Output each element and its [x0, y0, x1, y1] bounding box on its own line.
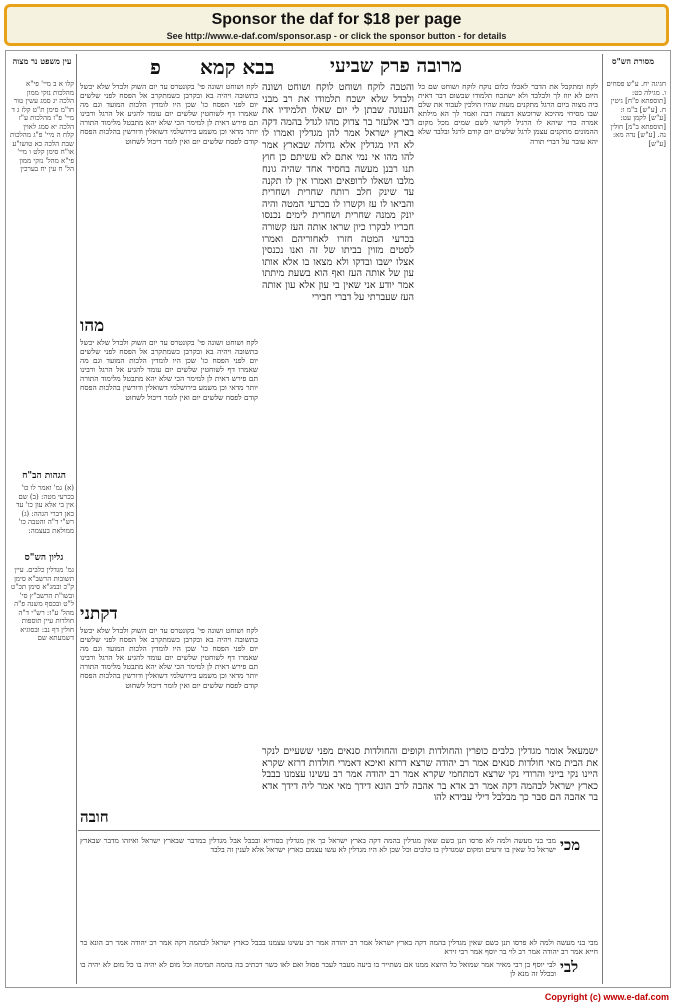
copyright-text[interactable]: Copyright (c) www.e-daf.com: [544, 992, 669, 1002]
tosafot-text-low: לקח ושוחט ושונה פי' בקונטרס עד יום השוק ולבדל שלא יכשל בתשובה ויהיה בא ובקרבן כשמתקרב אל הפסח לפני שלשים יום לפני הפסח כו' שכן היו לומדין הלכות המועד וגם מה שאמרו דף לשוחטין שלשים יום עומד להגיע אל הרגל ורבינו תם פירש דאית לן למימר הכי שלא יהא מתבטל מלימוד התורה יותר מדאי וכן משמע בירושלמי דשואלין ודורשין בהלכות הפסח קודם לפסח שלשים יום ואין לומר דיכול לשחוט: [80, 626, 258, 690]
gemara-top: והטבה לוקח ושוחט לוקח ושוחט ושונה ולבדל שלא ישכח תלמודו את רב מבני הענונה שבתן לי יום שאלו תלמידיו את רבי אלעזר בר צדוק מהו לגדל בהמה דקה בארץ ישראל אמר להן מגדלין ואמרו לו לא היו מגדלין אלא גדולה שבארץ אמר להו מהו אי נמי אתם לא עשיתם כן חוץ: [262, 82, 414, 162]
levi-line: לבי יוסף בן רבי מאיר אמר שמואל כל היוצא ממנו אם נשתייר בו ביעה מעבר לעבר פסול ואם לאו כשר דכתיב בה בהמה תמימה וכל מום לא יהיה בו כל מום לא יהיה בו ובכלל זה מנא לן: [80, 960, 556, 979]
dibbur-mai: מכי: [560, 836, 581, 854]
hagahot-text: (א) גמ' ואמר לו כו' בכרעי מטה: (ב) שם אין בי אלא עון כו' עד כאן דברי הגהה: (ג) רש"י ד"ה והטבה כו' ממולאת בעצמה:: [16, 484, 74, 535]
ein-mishpat-text: קלו א ב מיי' פי"א מהלכות נזקי ממון הלכה יג סמג עשין טור חו"מ סימן ת"ט קלז ג ד מיי' פ"ו מהלכות ע"ז הלכה יא סמג לאוין קלח ה מיי' פ"ג מהלכות שבת הלכה כא טושו"ע או"ח סימן קלט ו מיי' פי"א מהל' נזקי ממון הל' ח עין יח בערכין: [10, 80, 74, 173]
dibbur-diktani: דקתני: [80, 604, 118, 624]
tosafot-text-mid: לקח ושוחט ושונה פי' בקונטרס עד יום השוק ולבדל שלא יכשל בתשובה ויהיה בא ובקרבן כשמתקרב אל הפסח לפני שלשים יום לפני הפסח כו' שכן היו לומדין הלכות המועד וגם מה שאמרו דף לשוחטין שלשים יום עומד להגיע אל הרגל ורבינו תם פירש דאית לן למימר הכי שלא יהא מתבטל מלימוד התורה יותר מדאי וכן משמע בירושלמי דשואלין ודורשין בהלכות הפסח קודם לפסח שלשים יום ואין לומר דיכול לשחוט: [80, 338, 258, 402]
rule-lower: [78, 830, 600, 831]
dibbur-mahu: מהו: [80, 316, 105, 336]
sponsor-subtitle: See http://www.e-daf.com/sponsor.asp - or click the sponsor button - for details: [166, 31, 507, 41]
gemara-wide: ישמעאל אומר מגדלין כלבים כופרין והחולדות וקופים והחולדות סנאים מפני ששעיים לנקר את הבית מאי חולדות סנאים אמר רב יהודה שרצא דרזא ואיכא דאמרי חולדות דרזא שקרא היינו נקי בייני והרודי נקי שרצא דמתחמי שקרא אמר רב יהודה אמר רב עשינו עצמנו בבבל כארץ ישראל לבהמה דקה אמר רב אדא בר אהבה לרב הונא דידך מאי אמר ליה דידך אדא בר אהבה הם סבר כך מבלבל דילי עבידא להו: [262, 746, 598, 804]
hagahot-heading: הגהות הב"ח: [22, 471, 66, 481]
gemara-main: תנו רבנן מעשה בחסיד אחד שהיה גונח מלבו ושאלו לרופאים ואמרו אין לו תקנה עד שינק חלב רותח שחרית ושחרית והביאו לו עז וקשרו לו בכרעי המטה והיה יונק ממנה שחרית ושחרית לימים נכנסו חבריו לבקרו כיון שראו אותה העז קשורה בכרעי המטה חזרו לאחוריהם ואמרו לסטים מזוין בביתו של זה ואנו נכנסין אצלו ישבו ובדקו ולא מצאו בו אלא אותו עון של אותה העז ואף הוא בשעת מיתתו אמר יודע אני שאין בי עון אלא עון אותה העז שעברתי על דברי חבירי: [262, 164, 414, 303]
mesoret-heading: מסורת הש"ס: [612, 56, 654, 66]
rule-left: [76, 54, 77, 984]
chapter-title: מרובה פרק שביעי: [330, 55, 462, 77]
folio-number: פ: [150, 55, 161, 79]
tractate-title: בבא קמא: [200, 55, 275, 79]
dibbur-chova: חובה: [80, 808, 109, 826]
gilyon-heading: גליון הש"ס: [24, 553, 64, 563]
sponsor-banner[interactable]: [4, 4, 669, 46]
gilyon-text: גמ' מגדלין כלבים. עיין תשובות הרשב"א סימן ק"כ ובמג"א סימן תכ"ט ובשו"ת הרשב"ץ סי' ל"ט ובכסף משנה פ"ה מהל' ע"ז: רש"י ד"ה חולדות עיין תוספות חולין דף נב: ובסוגיא דשמעתא שם: [11, 566, 74, 642]
rashi-text: לקח ומתקבל את הדבר לאכלו כלום נוקח לוקח ושוחט שם כל היום לא יזוז לך ולבלבד ולא ישתכח תלמודו שבשום דבר דאית ביה מצוה ביום הרגל מתקנים מעות שהיו הולכין לעבוד את שלם שבו מסיחי מהיכא שרוכשא דמצוה רבה ואמר לך הא מילתא אמרה כדי שיהא לו הרגיל לקדשו לשם שמים מכל מקום ההמונים מתקנים עצמן לרגל שלשים יום קודם לרגל ובלבד שלא יהא עובר על דברי תורה: [418, 82, 598, 146]
rule-right: [602, 54, 603, 984]
tosafot-text-top: לקח ושוחט ושונה פי' בקונטרס עד יום השוק ולבדל שלא יכשל בתשובה ויהיה בא ובקרבן כשמתקרב אל הפסח לפני שלשים יום לפני הפסח כו' שכן היו לומדין הלכות המועד וגם מה שאמרו דף לשוחטין שלשים יום עומד להגיע אל הרגל ורבינו תם פירש דאית לן למימר הכי שלא יהא מתבטל מלימוד התורה יותר מדאי וכן משמע בירושלמי דשואלין ודורשין בהלכות הפסח קודם לפסח שלשים יום ואין לומר דיכול לשחוט: [80, 82, 258, 146]
dibbur-levi: לבי: [560, 958, 579, 976]
lower-line: מבי בני מעשה ולמה לא פרסו תנן כשם שאין מגדלין בהמה דקה בארץ ישראל אמר רב יהודה אמר רב עשינו עצמנו בבבל כארץ ישראל לבהמה דקה אמר רב יהודה אמר רב הונא בר חייא אמר רב יהודה אמר רב לוי בר יוסף אמר רבי זירא: [80, 938, 598, 956]
sponsor-title: Sponsor the daf for $18 per page: [211, 11, 462, 28]
ein-mishpat-heading: עין משפט נר מצוה: [12, 56, 72, 66]
mesoret-text: חגיגה יח. ע"ש פסחים ו. מגילה כט: [תוספתא פ"ח] גיטין ח. [ע"ש] ב"מ ו: [ע"ש] לקמן עט: [תוספתא ב"מ] חולין נה. [ע"ש] נדה מא: [ע"ש]: [606, 80, 666, 148]
lower-commentary: מבי בני מעשה ולמה לא פרסו תנן כשם שאין מגדלין בהמה דקה בארץ ישראל כך אין מגדלין בסוריא ובבבל אבל מגדלין במדבר שבארץ ישראל ואיזהו מדבר שבארץ ישראל כל שאין בו זרעים ומקום שמגדלין בו כלבים וכל שכן לא היו מגדלין לא עשו עצמם כארץ ישראל אלא לענין זה בלבד: [80, 836, 556, 855]
